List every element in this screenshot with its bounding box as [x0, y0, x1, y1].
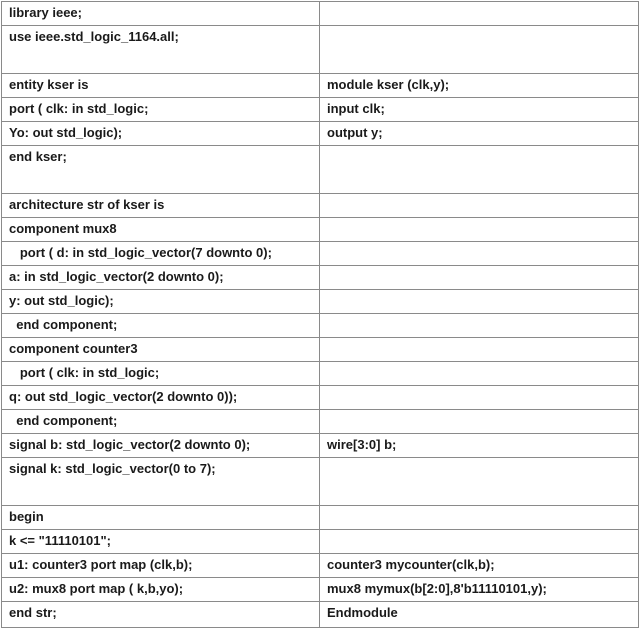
table-row: [2, 314, 639, 338]
verilog-code-line: [327, 290, 638, 293]
table-row: [2, 362, 639, 386]
verilog-code-line: [327, 458, 638, 461]
verilog-cell: [320, 338, 639, 362]
verilog-cell: [320, 194, 639, 218]
verilog-code-line: [327, 2, 638, 5]
verilog-code-line: [327, 506, 638, 509]
vhdl-cell: [2, 410, 320, 434]
table-row: [2, 338, 639, 362]
verilog-cell: [320, 434, 639, 458]
verilog-cell: [320, 98, 639, 122]
verilog-code-line: [327, 266, 638, 269]
table-row: [2, 194, 639, 218]
verilog-cell: [320, 242, 639, 266]
vhdl-cell: [2, 338, 320, 362]
verilog-cell: [320, 218, 639, 242]
code-comparison-body: [2, 2, 639, 628]
code-comparison-table: [1, 1, 639, 628]
verilog-cell: [320, 26, 639, 74]
vhdl-cell: [2, 2, 320, 26]
table-row: [2, 266, 639, 290]
vhdl-code-line: a: in std_logic_vector(2 downto 0);: [9, 269, 224, 284]
verilog-code-line: [327, 146, 638, 149]
vhdl-code-line: port ( clk: in std_logic;: [9, 365, 160, 380]
verilog-code-line: [327, 242, 638, 245]
vhdl-cell: [2, 506, 320, 530]
table-row: [2, 26, 639, 74]
table-row: [2, 434, 639, 458]
table-row: [2, 530, 639, 554]
verilog-cell: [320, 266, 639, 290]
verilog-code-line: [327, 218, 638, 221]
vhdl-code-line: component mux8: [9, 221, 117, 236]
table-row: [2, 122, 639, 146]
vhdl-cell: [2, 314, 320, 338]
verilog-code-line: [327, 362, 638, 365]
vhdl-code-line: q: out std_logic_vector(2 downto 0));: [9, 389, 238, 404]
verilog-cell: [320, 362, 639, 386]
vhdl-code-line: y: out std_logic);: [9, 293, 114, 308]
vhdl-code-line: component counter3: [9, 341, 138, 356]
verilog-code-line: [327, 410, 638, 413]
vhdl-code-line: end kser;: [9, 149, 67, 164]
vhdl-cell: [2, 218, 320, 242]
vhdl-code-line: begin: [9, 509, 44, 524]
table-row: [2, 74, 639, 98]
verilog-code-line: [327, 338, 638, 341]
vhdl-code-line: library ieee;: [9, 5, 82, 20]
vhdl-code-line: port ( d: in std_logic_vector(7 downto 0);: [9, 245, 272, 260]
table-row: [2, 578, 639, 602]
verilog-cell: [320, 602, 639, 628]
table-row: [2, 458, 639, 506]
vhdl-cell: [2, 362, 320, 386]
verilog-code-line: mux8 mymux(b[2:0],8'b11110101,y);: [327, 581, 547, 596]
table-row: [2, 290, 639, 314]
vhdl-code-line: Yo: out std_logic);: [9, 125, 123, 140]
verilog-code-line: [327, 194, 638, 197]
verilog-code-line: input clk;: [327, 101, 385, 116]
vhdl-cell: [2, 242, 320, 266]
verilog-cell: [320, 578, 639, 602]
vhdl-code-line: signal k: std_logic_vector(0 to 7);: [9, 461, 216, 476]
vhdl-code-line: u1: counter3 port map (clk,b);: [9, 557, 193, 572]
verilog-code-line: [327, 26, 638, 29]
vhdl-cell: [2, 290, 320, 314]
table-row: [2, 506, 639, 530]
table-row: [2, 242, 639, 266]
verilog-cell: [320, 506, 639, 530]
vhdl-code-line: end str;: [9, 605, 57, 620]
vhdl-cell: [2, 122, 320, 146]
verilog-cell: [320, 314, 639, 338]
verilog-code-line: counter3 mycounter(clk,b);: [327, 557, 495, 572]
vhdl-cell: [2, 26, 320, 74]
vhdl-cell: [2, 266, 320, 290]
verilog-cell: [320, 386, 639, 410]
vhdl-cell: [2, 530, 320, 554]
vhdl-code-line: architecture str of kser is: [9, 197, 165, 212]
vhdl-cell: [2, 458, 320, 506]
table-row: [2, 218, 639, 242]
table-row: [2, 146, 639, 194]
vhdl-code-line: u2: mux8 port map ( k,b,yo);: [9, 581, 184, 596]
table-row: [2, 386, 639, 410]
verilog-cell: [320, 290, 639, 314]
verilog-cell: [320, 146, 639, 194]
verilog-cell: [320, 2, 639, 26]
verilog-cell: [320, 122, 639, 146]
vhdl-cell: [2, 146, 320, 194]
vhdl-code-line: end component;: [9, 413, 118, 428]
verilog-code-line: wire[3:0] b;: [327, 437, 397, 452]
verilog-code-line: [327, 314, 638, 317]
vhdl-cell: [2, 434, 320, 458]
verilog-code-line: Endmodule: [327, 605, 398, 620]
vhdl-cell: [2, 578, 320, 602]
verilog-code-line: output y;: [327, 125, 383, 140]
table-row: [2, 554, 639, 578]
vhdl-code-line: entity kser is: [9, 77, 89, 92]
vhdl-code-line: k <= "11110101";: [9, 533, 111, 548]
verilog-cell: [320, 554, 639, 578]
vhdl-code-line: end component;: [9, 317, 118, 332]
table-row: [2, 410, 639, 434]
verilog-code-line: [327, 530, 638, 533]
vhdl-code-line: port ( clk: in std_logic;: [9, 101, 149, 116]
table-row: [2, 2, 639, 26]
verilog-cell: [320, 458, 639, 506]
vhdl-cell: [2, 194, 320, 218]
table-row: [2, 602, 639, 628]
vhdl-cell: [2, 386, 320, 410]
verilog-code-line: [327, 386, 638, 389]
verilog-code-line: module kser (clk,y);: [327, 77, 450, 92]
vhdl-cell: [2, 554, 320, 578]
vhdl-cell: [2, 602, 320, 628]
vhdl-cell: [2, 98, 320, 122]
table-row: [2, 98, 639, 122]
verilog-cell: [320, 530, 639, 554]
vhdl-cell: [2, 74, 320, 98]
verilog-cell: [320, 74, 639, 98]
verilog-cell: [320, 410, 639, 434]
vhdl-code-line: signal b: std_logic_vector(2 downto 0);: [9, 437, 251, 452]
vhdl-code-line: use ieee.std_logic_1164.all;: [9, 29, 179, 44]
